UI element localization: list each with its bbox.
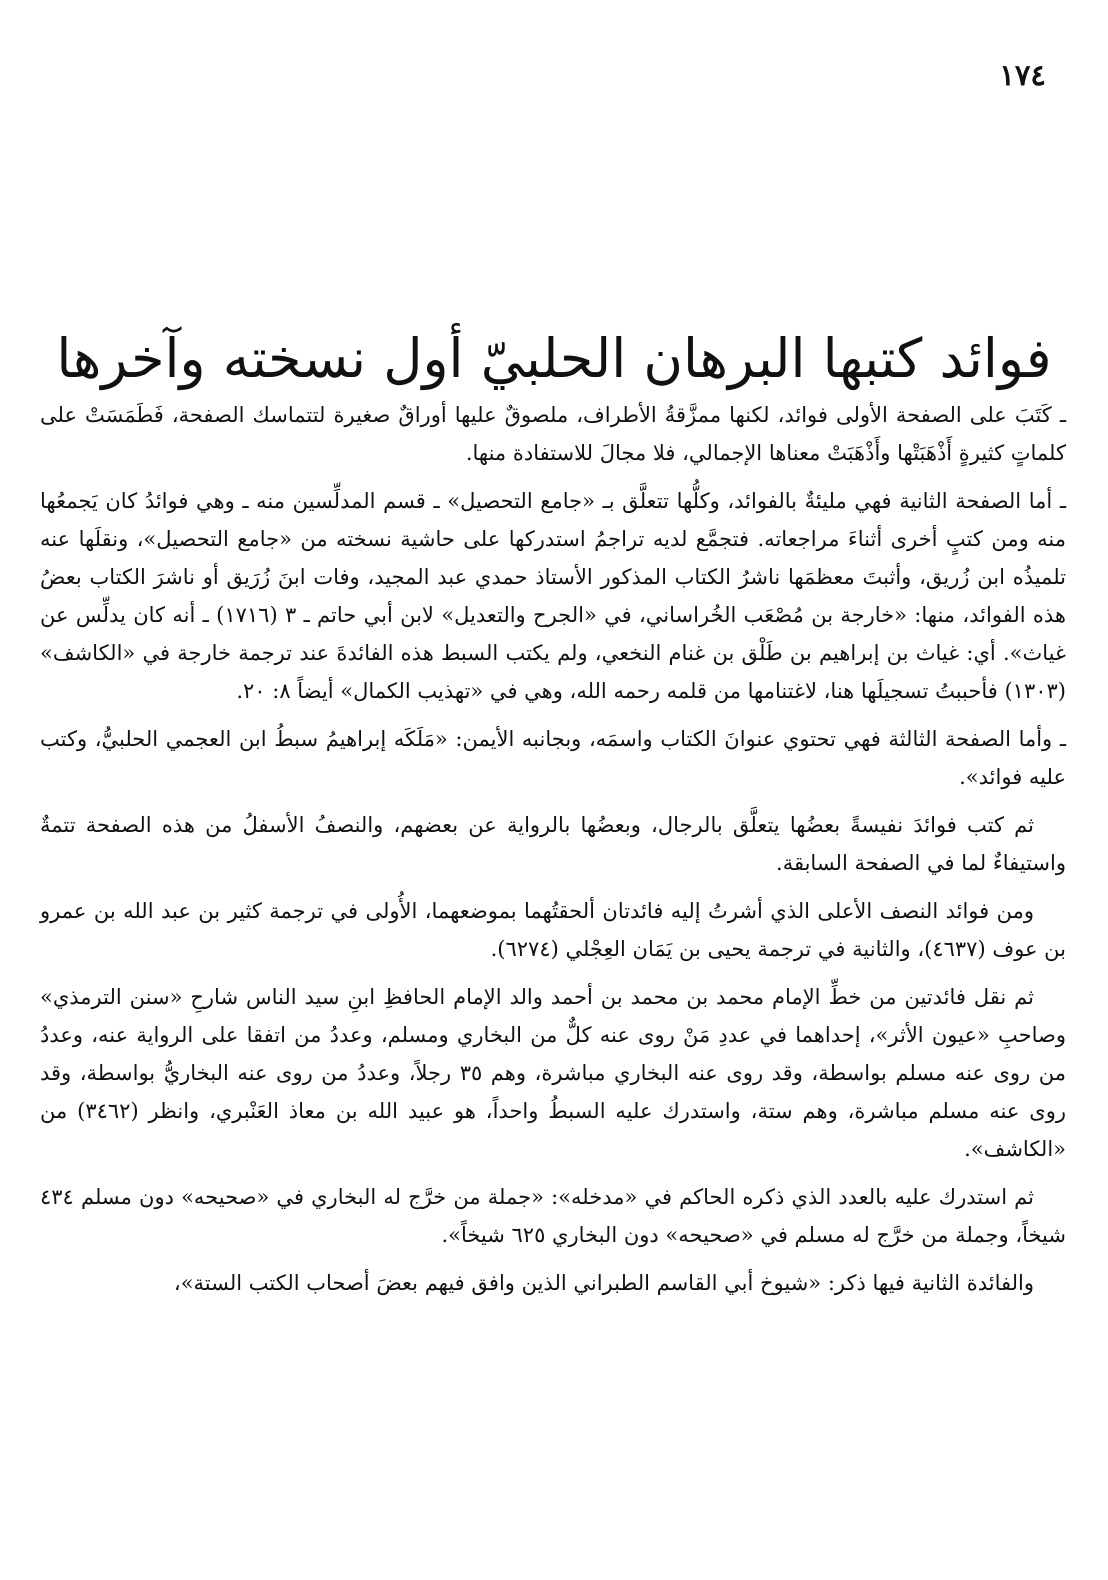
- body-text: [40, 396, 1066, 1312]
- paragraph-first-page: ـ كَتَبَ على الصفحة الأولى فوائد، لكنها ممزَّقةُ الأطراف، ملصوقٌ عليها أوراقٌ صغيرة لتتماسك الصفحة، فَطَمَسَتْ على كلماتٍ كثيرةٍ أَذْهَبَتْها وأَذْهَبَتْ معناها الإجمالي، فلا مجالَ للاستفادة منها.: [40, 403, 1066, 465]
- page-number: ١٧٤: [999, 58, 1046, 92]
- paragraph-notes: ثم كتب فوائدَ نفيسةً بعضُها يتعلَّق بالرجال، وبعضُها بالرواية عن بعضهم، والنصفُ الأسفلُ من هذه الصفحة تتمةٌ واستيفاءٌ لما في الصفحة السابقة.: [40, 813, 1066, 875]
- paragraph-second-note: والفائدة الثانية فيها ذكر: «شيوخ أبي القاسم الطبراني الذين وافق فيهم بعضَ أصحاب الكتب الستة»،: [173, 1271, 1034, 1295]
- paragraph-upper-half: ومن فوائد النصف الأعلى الذي أشرتُ إليه فائدتان ألحقتُهما بموضعهما، الأُولى في ترجمة كثير بن عبد الله بن عمرو بن عوف (٤٦٣٧)، والثانية في ترجمة يحيى بن يَمَان العِجْلي (٦٢٧٤).: [40, 899, 1066, 961]
- section-heading: فوائد كتبها البرهان الحلبيّ أول نسخته وآخرها: [56, 327, 1052, 391]
- paragraph-second-page: ـ أما الصفحة الثانية فهي مليئةٌ بالفوائد، وكلُّها تتعلَّق بـ «جامع التحصيل» ـ قسم المدلِّسين منه ـ وهي فوائدُ كان يَجمعُها منه ومن كتبٍ أخرى أثناءَ مراجعاته. فتجمَّع لديه تراجمُ استدركها على حاشية نسخته من «جامع التحصيل»، ونقلَها عنه تلميذُه ابن زُريق، وأثبتَ معظمَها ناشرُ الكتاب المذكور الأستاذ حمدي عبد المجيد، وفات ابنَ زُرَيق أو ناشرَ الكتاب بعضُ هذه الفوائد، منها: «خارجة بن مُصْعَب الخُراساني، في «الجرح والتعديل» لابن أبي حاتم ـ ٣ (١٧١٦) ـ أنه كان يدلِّس عن غياث». أي: غياث بن إبراهيم بن طَلْق بن غنام النخعي، ولم يكتب السبط هذه الفائدةَ عند ترجمة خارجة في «الكاشف» (١٣٠٣) فأحببتُ تسجيلَها هنا، لاغتنامها من قلمه رحمه الله، وهي في «تهذيب الكمال» أيضاً ٨: ٢٠.: [40, 489, 1066, 703]
- paragraph-hakim-count: ثم استدرك عليه بالعدد الذي ذكره الحاكم في «مدخله»: «جملة من خرَّج له البخاري في «صحيحه» دون مسلم ٤٣٤ شيخاً، وجملة من خرَّج له مسلم في «صحيحه» دون البخاري ٦٢٥ شيخاً».: [40, 1185, 1066, 1247]
- paragraph-third-page: ـ وأما الصفحة الثالثة فهي تحتوي عنوانَ الكتاب واسمَه، وبجانبه الأيمن: «مَلَكَه إبراهيمُ سبطُ ابن العجمي الحلبيُّ، وكتب عليه فوائد».: [40, 727, 1066, 789]
- paragraph-two-notes: ثم نقل فائدتين من خطِّ الإمام محمد بن محمد بن أحمد والد الإمام الحافظِ ابنِ سيد الناس شارحِ «سنن الترمذي» وصاحبِ «عيون الأثر»، إحداهما في عددِ مَنْ روى عنه كلٌّ من البخاري ومسلم، وعددُ من اتفقا على الرواية عنه، وعددُ من روى عنه مسلم بواسطة، وقد روى عنه البخاري مباشرة، وهم ٣٥ رجلاً، وعددُ من روى عنه البخاريُّ بواسطة، وقد روى عنه مسلم مباشرة، وهم ستة، واستدرك عليه السبطُ واحداً، هو عبيد الله بن معاذ العَنْبري، وانظر (٣٤٦٢) من «الكاشف».: [40, 985, 1067, 1161]
